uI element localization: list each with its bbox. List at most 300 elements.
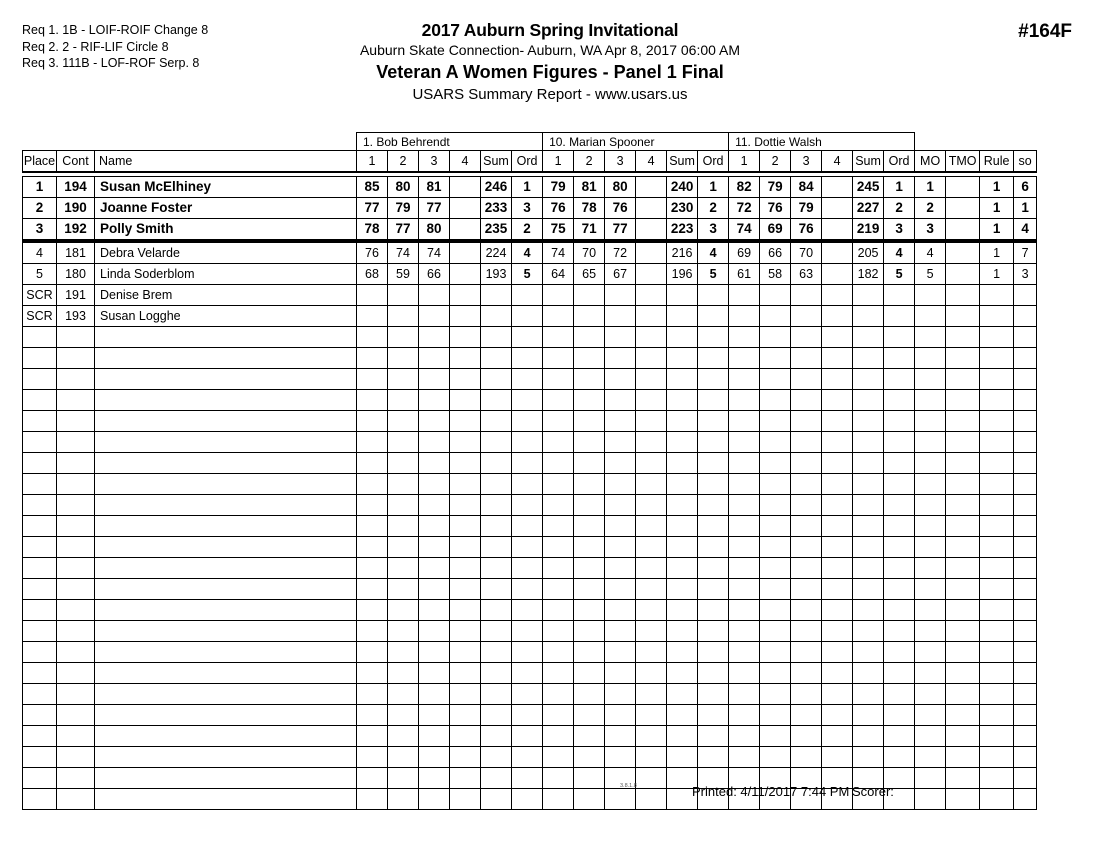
cell-j10-figure-2 [574,369,605,390]
cell-j1-sum [481,432,512,453]
cell-j11-figure-4 [822,663,853,684]
cell-j11-figure-1 [729,684,760,705]
cell-majority-ordinal [915,390,946,411]
cell-j10-figure-3 [605,348,636,369]
cell-j11-ordinal [884,306,915,327]
cell-j1-figure-3 [419,642,450,663]
cell-j10-figure-3 [605,390,636,411]
table-row[interactable] [23,348,1037,369]
cell-j11-figure-2 [760,726,791,747]
table-row[interactable] [23,177,1037,198]
cell-sum-of-ordinals [1014,558,1037,579]
cell-j10-sum [667,495,698,516]
cell-skater-name [95,495,357,516]
cell-place [23,726,57,747]
table-row[interactable] [23,390,1037,411]
cell-j11-figure-2 [760,747,791,768]
cell-majority-ordinal [915,579,946,600]
requirement-line-3: Req 3. 111B - LOF-ROF Serp. 8 [22,56,200,70]
cell-j1-ordinal [512,453,543,474]
cell-j10-sum [667,663,698,684]
cell-j1-figure-1 [357,411,388,432]
judge-band-spacer [95,133,357,151]
cell-j1-ordinal: 3 [512,198,543,219]
cell-total-majority-ordinal [946,432,980,453]
cell-j10-figure-4 [636,642,667,663]
table-row[interactable] [23,285,1037,306]
cell-total-majority-ordinal [946,348,980,369]
cell-total-majority-ordinal [946,579,980,600]
cell-j1-ordinal [512,390,543,411]
cell-rule [980,537,1014,558]
cell-sum-of-ordinals [1014,306,1037,327]
cell-j10-ordinal [698,495,729,516]
cell-j1-figure-3 [419,327,450,348]
cell-j10-figure-2: 70 [574,241,605,264]
cell-j10-figure-3 [605,537,636,558]
cell-j11-sum [853,390,884,411]
cell-j1-figure-2 [388,390,419,411]
cell-j10-sum [667,453,698,474]
cell-j11-figure-3 [791,453,822,474]
cell-sum-of-ordinals [1014,642,1037,663]
cell-j1-ordinal [512,285,543,306]
cell-sum-of-ordinals [1014,390,1037,411]
judge-band-spacer [23,133,57,151]
cell-j10-figure-1 [543,432,574,453]
cell-sum-of-ordinals [1014,411,1037,432]
column-header-j1-4: 4 [450,151,481,173]
cell-sum-of-ordinals: 7 [1014,241,1037,264]
cell-contestant-number [57,369,95,390]
cell-j10-figure-3 [605,474,636,495]
cell-place [23,474,57,495]
cell-j11-ordinal [884,726,915,747]
cell-j11-figure-2 [760,390,791,411]
cell-j10-figure-1 [543,579,574,600]
cell-j1-sum [481,579,512,600]
cell-j11-ordinal [884,390,915,411]
cell-j1-figure-4 [450,474,481,495]
cell-j10-figure-2 [574,432,605,453]
cell-total-majority-ordinal [946,411,980,432]
column-header-j11-2: 2 [760,151,791,173]
cell-j10-figure-4 [636,198,667,219]
cell-j10-figure-1 [543,474,574,495]
cell-rule [980,558,1014,579]
cell-contestant-number [57,621,95,642]
cell-j11-figure-4 [822,684,853,705]
column-header-j11-ord: Ord [884,151,915,173]
cell-j10-sum: 196 [667,264,698,285]
software-version: 3.8.1.8 [620,783,637,789]
cell-j11-ordinal [884,495,915,516]
table-row[interactable] [23,241,1037,264]
cell-j11-figure-4 [822,348,853,369]
cell-contestant-number [57,558,95,579]
cell-j10-figure-2 [574,327,605,348]
cell-majority-ordinal [915,726,946,747]
cell-j1-ordinal [512,411,543,432]
venue-datetime: Auburn Skate Connection- Auburn, WA Apr 8, 2017 06:00 AM [359,42,741,58]
cell-j10-figure-3 [605,663,636,684]
table-row[interactable] [23,474,1037,495]
cell-j1-figure-1: 78 [357,219,388,242]
cell-place [23,600,57,621]
cell-j10-figure-2 [574,726,605,747]
cell-contestant-number [57,537,95,558]
cell-j10-figure-1 [543,642,574,663]
cell-j10-figure-2 [574,516,605,537]
cell-j11-figure-4 [822,219,853,242]
cell-contestant-number: 191 [57,285,95,306]
cell-majority-ordinal [915,495,946,516]
cell-j10-figure-3: 80 [605,177,636,198]
cell-sum-of-ordinals [1014,348,1037,369]
cell-j11-figure-4 [822,241,853,264]
cell-j10-sum [667,516,698,537]
cell-j1-sum [481,390,512,411]
cell-majority-ordinal [915,369,946,390]
cell-majority-ordinal: 1 [915,177,946,198]
cell-j11-sum: 219 [853,219,884,242]
cell-j1-sum [481,600,512,621]
cell-j11-figure-2 [760,369,791,390]
cell-j11-figure-3 [791,369,822,390]
table-row[interactable] [23,579,1037,600]
table-row[interactable] [23,198,1037,219]
cell-j1-figure-3 [419,747,450,768]
cell-sum-of-ordinals [1014,726,1037,747]
cell-j11-figure-4 [822,579,853,600]
cell-place [23,390,57,411]
cell-skater-name: Joanne Foster [95,198,357,219]
cell-j11-figure-1 [729,390,760,411]
table-row[interactable] [23,726,1037,747]
column-header-row [23,151,1037,173]
cell-j11-sum [853,348,884,369]
report-header [0,20,1100,105]
cell-j11-figure-3 [791,663,822,684]
cell-j10-figure-4 [636,537,667,558]
cell-j10-figure-4 [636,306,667,327]
table-row[interactable] [23,306,1037,327]
cell-j1-figure-4 [450,432,481,453]
cell-j10-figure-4 [636,621,667,642]
cell-j11-sum [853,726,884,747]
cell-j1-figure-1 [357,663,388,684]
cell-place: SCR [23,285,57,306]
cell-j11-figure-1 [729,348,760,369]
cell-j11-ordinal: 3 [884,219,915,242]
cell-j11-ordinal [884,516,915,537]
cell-j11-figure-4 [822,558,853,579]
cell-j1-figure-3 [419,453,450,474]
cell-skater-name [95,747,357,768]
cell-skater-name [95,432,357,453]
cell-majority-ordinal [915,474,946,495]
cell-j1-sum: 246 [481,177,512,198]
cell-j1-figure-4 [450,747,481,768]
cell-j11-figure-2 [760,600,791,621]
cell-j11-figure-3 [791,537,822,558]
cell-j11-figure-4 [822,747,853,768]
cell-j11-ordinal [884,453,915,474]
cell-place [23,684,57,705]
cell-place: 5 [23,264,57,285]
cell-j10-sum [667,579,698,600]
cell-j11-figure-1 [729,453,760,474]
cell-j11-figure-3 [791,558,822,579]
cell-j10-figure-3 [605,495,636,516]
cell-j11-figure-3 [791,348,822,369]
cell-j1-figure-1 [357,621,388,642]
cell-j11-figure-3 [791,579,822,600]
cell-j10-figure-4 [636,474,667,495]
table-row[interactable] [23,495,1037,516]
cell-majority-ordinal [915,705,946,726]
cell-j1-figure-2 [388,369,419,390]
cell-j1-figure-4 [450,369,481,390]
cell-j11-ordinal [884,705,915,726]
cell-sum-of-ordinals [1014,369,1037,390]
cell-j1-figure-3 [419,705,450,726]
table-row[interactable] [23,621,1037,642]
table-row[interactable] [23,369,1037,390]
cell-j10-sum: 216 [667,241,698,264]
cell-j10-figure-1 [543,306,574,327]
cell-place [23,579,57,600]
cell-contestant-number [57,642,95,663]
cell-majority-ordinal: 3 [915,219,946,242]
cell-j11-sum [853,411,884,432]
cell-j10-figure-2: 65 [574,264,605,285]
cell-total-majority-ordinal [946,306,980,327]
cell-skater-name [95,621,357,642]
column-header-place: Place [23,151,57,173]
cell-total-majority-ordinal [946,747,980,768]
cell-j11-figure-2 [760,453,791,474]
cell-rule [980,516,1014,537]
cell-j10-figure-1 [543,495,574,516]
judge-name-header-1: 1. Bob Behrendt [357,133,543,151]
table-row[interactable] [23,432,1037,453]
cell-j10-figure-2 [574,747,605,768]
cell-skater-name [95,663,357,684]
cell-contestant-number [57,747,95,768]
cell-skater-name: Denise Brem [95,285,357,306]
cell-majority-ordinal [915,516,946,537]
cell-j10-figure-4 [636,177,667,198]
cell-j11-figure-4 [822,474,853,495]
table-row[interactable] [23,558,1037,579]
cell-total-majority-ordinal [946,537,980,558]
cell-j11-figure-1 [729,705,760,726]
cell-majority-ordinal [915,663,946,684]
cell-j10-figure-1 [543,369,574,390]
cell-j1-figure-1 [357,642,388,663]
cell-j11-figure-2 [760,705,791,726]
cell-rule [980,453,1014,474]
cell-j11-sum [853,705,884,726]
table-row[interactable] [23,516,1037,537]
cell-j10-figure-1 [543,285,574,306]
cell-j1-figure-4 [450,726,481,747]
cell-j1-figure-2 [388,663,419,684]
cell-rule [980,390,1014,411]
printed-timestamp: Printed: 4/11/2017 7:44 PM [692,784,850,799]
cell-j1-sum [481,495,512,516]
cell-j10-figure-4 [636,579,667,600]
cell-j10-figure-3 [605,327,636,348]
cell-j10-figure-4 [636,369,667,390]
cell-sum-of-ordinals: 3 [1014,264,1037,285]
cell-skater-name [95,348,357,369]
cell-j1-figure-3 [419,516,450,537]
column-header-j10-3: 3 [605,151,636,173]
cell-j11-figure-2 [760,537,791,558]
cell-j11-figure-4 [822,285,853,306]
cell-j11-sum [853,537,884,558]
table-row[interactable] [23,453,1037,474]
cell-j1-sum [481,705,512,726]
cell-j11-sum [853,621,884,642]
cell-j10-figure-2 [574,600,605,621]
cell-j1-figure-2 [388,747,419,768]
cell-j1-figure-1 [357,285,388,306]
cell-j10-figure-2 [574,306,605,327]
cell-j11-ordinal [884,537,915,558]
cell-j10-figure-2 [574,453,605,474]
cell-j10-figure-3: 76 [605,198,636,219]
cell-j1-figure-4 [450,495,481,516]
table-row[interactable] [23,642,1037,663]
cell-j1-figure-1 [357,537,388,558]
cell-j1-ordinal [512,642,543,663]
cell-j11-ordinal [884,663,915,684]
cell-skater-name: Susan Logghe [95,306,357,327]
cell-contestant-number: 181 [57,241,95,264]
score-sheet [22,132,1034,810]
cell-j1-sum [481,474,512,495]
cell-j10-ordinal [698,411,729,432]
scorer-label: Scorer: [852,784,894,799]
cell-j1-figure-3 [419,306,450,327]
cell-j10-figure-4 [636,432,667,453]
cell-j10-ordinal [698,537,729,558]
cell-j10-ordinal: 4 [698,241,729,264]
cell-j11-ordinal: 5 [884,264,915,285]
cell-rule [980,663,1014,684]
cell-j10-figure-3 [605,369,636,390]
cell-sum-of-ordinals [1014,579,1037,600]
cell-j11-figure-3 [791,516,822,537]
cell-j1-figure-1 [357,327,388,348]
cell-j10-sum [667,726,698,747]
cell-majority-ordinal [915,684,946,705]
cell-j1-ordinal [512,432,543,453]
cell-j1-figure-1 [357,747,388,768]
cell-majority-ordinal [915,642,946,663]
cell-contestant-number [57,516,95,537]
cell-contestant-number [57,684,95,705]
cell-j10-ordinal [698,684,729,705]
cell-majority-ordinal: 2 [915,198,946,219]
cell-j1-sum [481,516,512,537]
cell-j1-figure-3 [419,600,450,621]
cell-j11-figure-3 [791,726,822,747]
cell-contestant-number [57,411,95,432]
cell-j1-figure-2 [388,327,419,348]
cell-contestant-number [57,348,95,369]
cell-sum-of-ordinals [1014,747,1037,768]
cell-sum-of-ordinals: 4 [1014,219,1037,242]
table-row[interactable] [23,327,1037,348]
cell-majority-ordinal [915,327,946,348]
requirement-line-1: Req 1. 1B - LOIF-ROIF Change 8 [22,23,209,37]
cell-j1-figure-2 [388,642,419,663]
cell-j10-ordinal [698,285,729,306]
cell-j10-ordinal [698,558,729,579]
cell-j10-sum [667,327,698,348]
cell-j10-figure-3: 67 [605,264,636,285]
table-row[interactable] [23,537,1037,558]
table-row[interactable] [23,600,1037,621]
cell-j1-sum [481,411,512,432]
cell-j11-figure-2 [760,621,791,642]
cell-j1-figure-1 [357,495,388,516]
cell-rule [980,642,1014,663]
table-row[interactable] [23,705,1037,726]
cell-j10-ordinal [698,474,729,495]
column-header-cont: Cont [57,151,95,173]
table-row[interactable] [23,219,1037,242]
cell-j11-figure-2 [760,579,791,600]
table-row[interactable] [23,684,1037,705]
cell-j1-figure-4 [450,453,481,474]
cell-j1-figure-2 [388,411,419,432]
cell-j11-figure-3 [791,474,822,495]
table-row[interactable] [23,411,1037,432]
cell-j1-ordinal [512,537,543,558]
cell-contestant-number [57,579,95,600]
cell-rule [980,684,1014,705]
cell-j11-sum [853,495,884,516]
cell-place [23,432,57,453]
cell-j1-figure-3 [419,579,450,600]
cell-j11-figure-1 [729,558,760,579]
cell-j11-ordinal [884,558,915,579]
cell-j11-figure-2 [760,474,791,495]
table-row[interactable] [23,264,1037,285]
cell-skater-name [95,726,357,747]
cell-j10-figure-2: 71 [574,219,605,242]
table-row[interactable] [23,663,1037,684]
cell-j11-figure-1 [729,537,760,558]
cell-j1-ordinal [512,579,543,600]
cell-j11-figure-4 [822,369,853,390]
cell-j1-figure-3 [419,390,450,411]
cell-total-majority-ordinal [946,642,980,663]
cell-total-majority-ordinal [946,495,980,516]
cell-j10-ordinal [698,306,729,327]
cell-j10-figure-2 [574,705,605,726]
cell-j11-figure-3: 79 [791,198,822,219]
cell-j1-ordinal: 2 [512,219,543,242]
table-row[interactable] [23,747,1037,768]
cell-j1-figure-3: 74 [419,241,450,264]
cell-j11-figure-3 [791,747,822,768]
